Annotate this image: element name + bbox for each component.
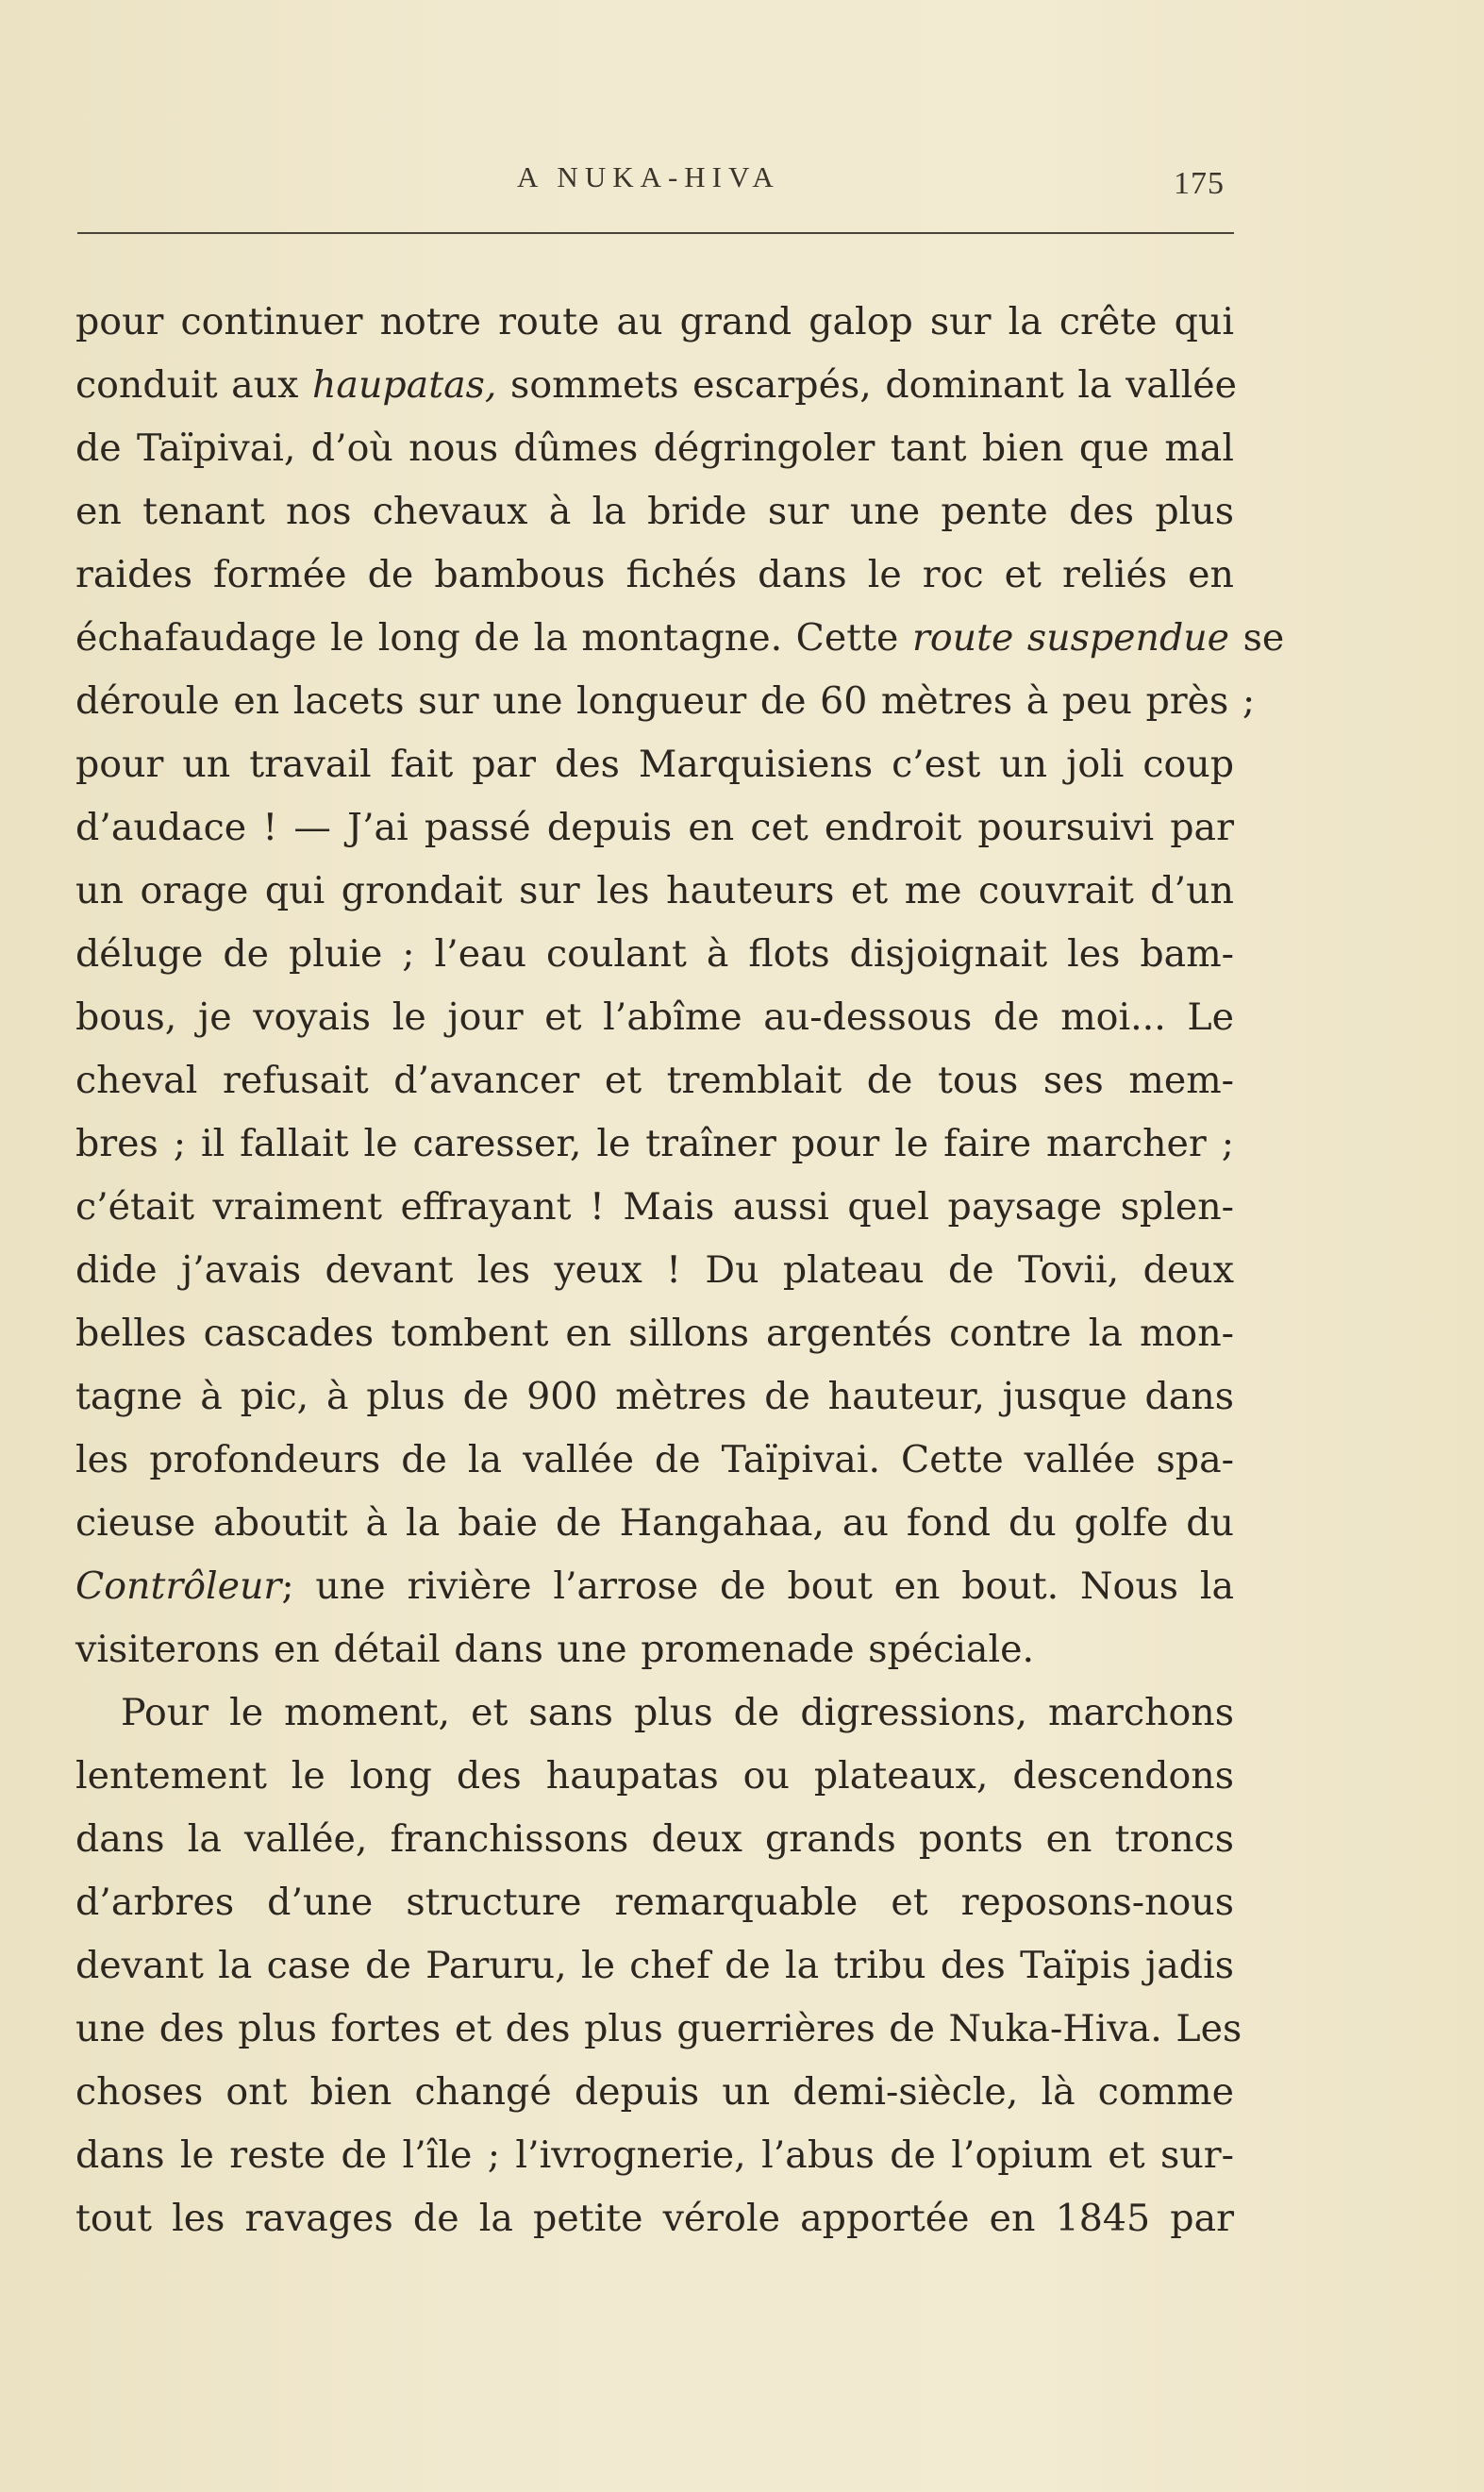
- text-line: bous, je voyais le jour et l’abîme au-dessous de moi... Le: [75, 995, 1234, 1039]
- running-head: [0, 160, 1484, 208]
- text-span: se: [1242, 616, 1285, 660]
- text-line: devant la case de Paruru, le chef de la tribu des Taïpis jadis: [75, 1944, 1234, 1987]
- text-line: cieuse aboutit à la baie de Hangahaa, au fond du golfe du: [75, 1501, 1234, 1545]
- text-line: dans le reste de l’île ; l’ivrognerie, l’abus de l’opium et sur-: [75, 2133, 1234, 2177]
- text-line: une des plus fortes et des plus guerrières de Nuka-Hiva. Les: [75, 2007, 1242, 2050]
- text-line: raides formée de bambous fichés dans le roc et reliés en: [75, 553, 1234, 596]
- text-span: échafaudage le long de la montagne. Cette: [75, 616, 899, 660]
- text-line: en tenant nos chevaux à la bride sur une pente des plus: [75, 490, 1234, 533]
- text-line: tout les ravages de la petite vérole apportée en 1845 par: [75, 2197, 1234, 2240]
- italic-term: haupatas,: [311, 363, 497, 407]
- italic-term: route suspendue: [911, 616, 1230, 660]
- text-line: [75, 1555, 1234, 1618]
- text-line: belles cascades tombent en sillons argentés contre la mon-: [75, 1312, 1234, 1355]
- text-line: c’était vraiment effrayant ! Mais aussi quel paysage splen-: [75, 1185, 1234, 1229]
- text-line: [75, 607, 1285, 670]
- text-line: pour un travail fait par des Marquisiens c’est un joli coup: [75, 743, 1234, 786]
- text-line: déroule en lacets sur une longueur de 60 mètres à peu près ;: [75, 679, 1256, 723]
- text-span: conduit aux: [75, 363, 299, 407]
- text-line: [75, 354, 1237, 417]
- text-line: d’arbres d’une structure remarquable et reposons-nous: [75, 1881, 1234, 1924]
- body-text: [75, 291, 1285, 2250]
- text-line: les profondeurs de la vallée de Taïpivai. Cette vallée spa-: [75, 1438, 1234, 1481]
- text-line: lentement le long des haupatas ou plateaux, descendons: [75, 1754, 1234, 1798]
- text-line: d’audace ! — J’ai passé depuis en cet endroit poursuivi par: [75, 806, 1234, 849]
- page-number: 175: [1174, 166, 1225, 201]
- header-rule: [77, 232, 1234, 234]
- text-line: de Taïpivai, d’où nous dûmes dégringoler tant bien que mal: [75, 426, 1234, 470]
- text-line: pour continuer notre route au grand galop sur la crête qui: [75, 300, 1234, 343]
- text-line: dide j’avais devant les yeux ! Du plateau de Tovii, deux: [75, 1248, 1234, 1292]
- text-line: dans la vallée, franchissons deux grands ponts en troncs: [75, 1817, 1234, 1861]
- text-line: cheval refusait d’avancer et tremblait de tous ses mem-: [75, 1059, 1234, 1102]
- text-line: bres ; il fallait le caresser, le traîner pour le faire marcher ;: [75, 1122, 1234, 1165]
- text-line: déluge de pluie ; l’eau coulant à flots disjoignait les bam-: [75, 932, 1234, 976]
- text-line: choses ont bien changé depuis un demi-siècle, là comme: [75, 2070, 1234, 2114]
- text-line: visiterons en détail dans une promenade spéciale.: [75, 1628, 1035, 1671]
- text-line: Pour le moment, et sans plus de digressions, marchons: [121, 1691, 1234, 1734]
- running-title: A NUKA-HIVA: [517, 160, 780, 193]
- text-line: un orage qui grondait sur les hauteurs et me couvrait d’un: [75, 869, 1234, 912]
- text-span: ; une rivière l’arrose de bout en bout. Nous la: [281, 1564, 1234, 1608]
- text-line: tagne à pic, à plus de 900 mètres de hauteur, jusque dans: [75, 1375, 1234, 1418]
- italic-term: Contrôleur: [75, 1564, 282, 1608]
- text-span: sommets escarpés, dominant la vallée: [510, 363, 1237, 407]
